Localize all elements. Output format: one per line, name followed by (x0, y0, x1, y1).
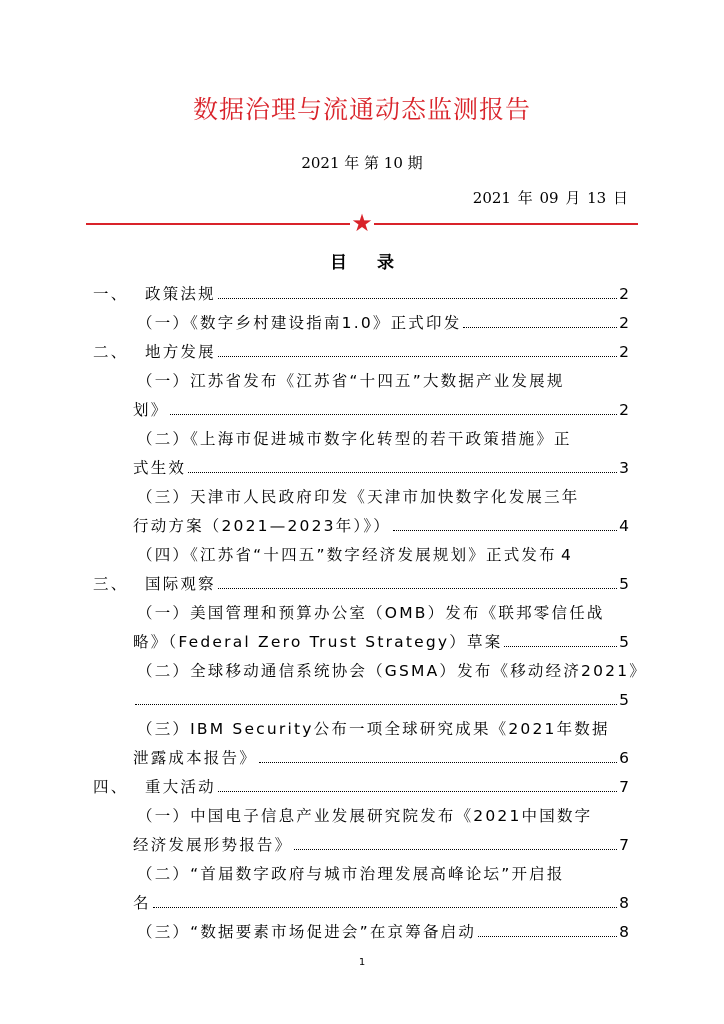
toc-entry[interactable] (93, 657, 647, 715)
toc-page-number: 2 (619, 314, 629, 332)
toc-entry[interactable] (93, 715, 629, 773)
toc-entry-number: 四、 (93, 778, 129, 796)
toc-entry-number: 二、 (93, 343, 129, 361)
toc-page-number: 5 (619, 633, 629, 651)
toc-entry-text: （三）IBM Security公布一项全球研究成果《2021年数据 (137, 720, 610, 738)
publish-date: 2021 年 09 月 13 日 (472, 189, 628, 207)
report-title: 数据治理与流通动态监测报告 (192, 95, 531, 124)
toc-entry[interactable] (93, 309, 629, 338)
toc-entry-text: （一）江苏省发布《江苏省“十四五”大数据产业发展规 (137, 372, 565, 390)
toc-entry-text: 经济发展形势报告》 (133, 836, 293, 854)
toc-heading: 目 录 (330, 253, 406, 273)
toc-entry-text: 行动方案（2021—2023年）》） (133, 517, 391, 535)
toc-entry[interactable] (93, 483, 629, 541)
toc-page-number: 3 (619, 459, 629, 477)
toc-page-number: 6 (619, 749, 629, 767)
toc-entry-text: （二）《上海市促进城市数字化转型的若干政策措施》正 (137, 430, 572, 448)
toc-entry-text: 地方发展 (145, 343, 216, 361)
dot-leader (259, 762, 617, 763)
toc-entry[interactable] (93, 541, 629, 570)
red-rule-left (86, 223, 350, 225)
toc-entry-text: （一）中国电子信息产业发展研究院发布《2021中国数字 (137, 807, 593, 825)
toc-entry[interactable] (93, 860, 629, 918)
toc-entry-text: （四）《江苏省“十四五”数字经济发展规划》正式发布 (137, 546, 557, 564)
toc-entry-text: 略》（Federal Zero Trust Strategy）草案 (133, 633, 503, 651)
issue-number: 2021 年 第 10 期 (301, 154, 423, 172)
toc-entry[interactable] (93, 918, 629, 947)
toc-entry-text: 式生效 (133, 459, 187, 477)
toc-entry-text: 泄露成本报告》 (133, 749, 257, 767)
dot-leader (153, 907, 617, 908)
toc-entry-text: 划》 (133, 401, 169, 419)
toc-page-number: 8 (619, 923, 629, 941)
dot-leader (170, 414, 617, 415)
toc-entry[interactable] (93, 773, 629, 802)
dot-leader (504, 646, 617, 647)
toc-page-number: 4 (619, 517, 629, 535)
toc-entry-text: （二）全球移动通信系统协会（GSMA）发布《移动经济2021》 (137, 662, 647, 680)
toc-entry-text: （一）美国管理和预算办公室（OMB）发布《联邦零信任战 (137, 604, 605, 622)
toc-page-number: 2 (619, 343, 629, 361)
toc-page-number: 7 (619, 836, 629, 854)
toc-entry[interactable] (93, 570, 629, 599)
toc-entry[interactable] (93, 280, 629, 309)
dot-leader (218, 298, 617, 299)
toc-entry-text: 重大活动 (145, 778, 216, 796)
red-rule-right (374, 223, 638, 225)
toc-entry-text: 名 (133, 894, 151, 912)
toc-entry-number: 一、 (93, 285, 129, 303)
dot-leader (135, 704, 617, 705)
toc-entry[interactable] (93, 367, 629, 425)
dot-leader (218, 588, 617, 589)
toc-entry-text: 政策法规 (145, 285, 216, 303)
dot-leader (218, 791, 617, 792)
toc-page-number: 2 (619, 285, 629, 303)
toc-entry-text: （三）天津市人民政府印发《天津市加快数字化发展三年 (137, 488, 580, 506)
toc-entry[interactable] (93, 802, 629, 860)
page-number: 1 (358, 957, 366, 968)
toc-entry[interactable] (93, 338, 629, 367)
toc-entry-text: （一）《数字乡村建设指南1.0》正式印发 (137, 314, 462, 332)
toc-page-number: 5 (619, 575, 629, 593)
toc-page-number: 7 (619, 778, 629, 796)
dot-leader (218, 356, 617, 357)
dot-leader (188, 472, 617, 473)
toc-page-number: 8 (619, 894, 629, 912)
dot-leader (478, 936, 617, 937)
table-of-contents (93, 280, 647, 947)
toc-entry-text: （二）“首届数字政府与城市治理发展高峰论坛”开启报 (137, 865, 565, 883)
toc-page-number: 2 (619, 401, 629, 419)
dot-leader (294, 849, 617, 850)
toc-entry[interactable] (93, 599, 629, 657)
toc-entry[interactable] (93, 425, 629, 483)
toc-page-number: 4 (560, 546, 571, 564)
toc-entry-text: 国际观察 (145, 575, 216, 593)
toc-page-number: 5 (619, 691, 629, 709)
toc-entry-text: （三）“数据要素市场促进会”在京筹备启动 (137, 923, 477, 941)
dot-leader (393, 530, 617, 531)
dot-leader (463, 327, 617, 328)
toc-entry-number: 三、 (93, 575, 129, 593)
red-star-icon: ★ (351, 209, 373, 237)
